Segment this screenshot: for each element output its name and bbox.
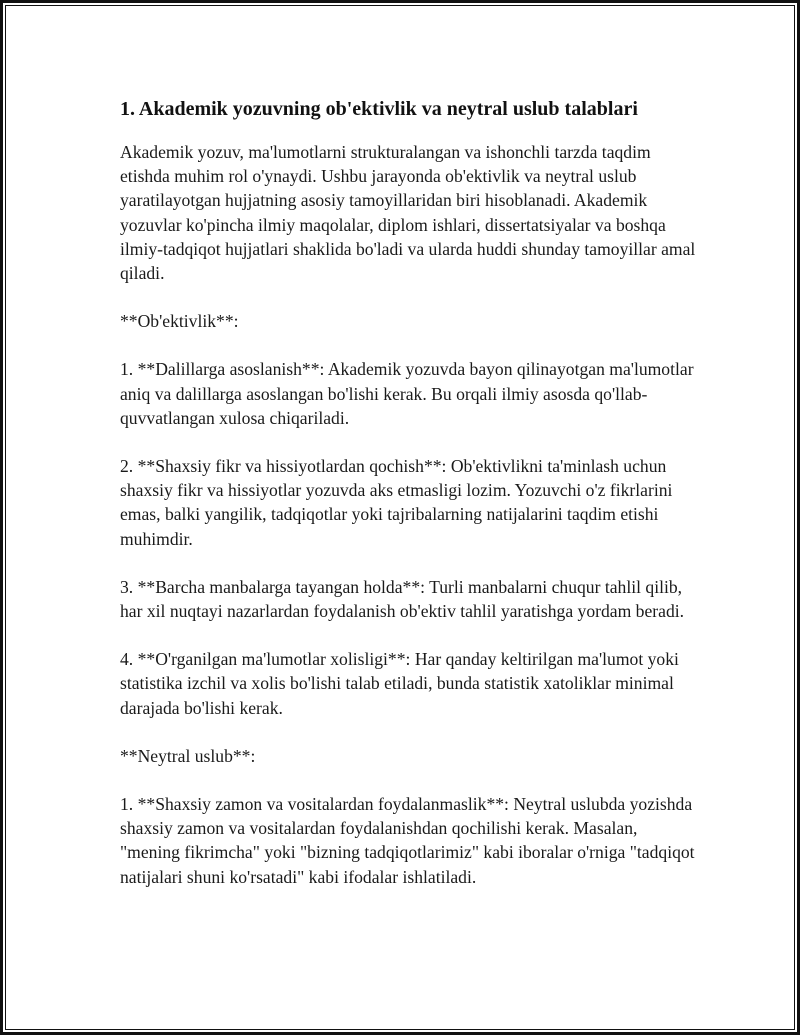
objectivity-point-4: 4. **O'rganilgan ma'lumotlar xolisligi**: Har qanday keltirilgan ma'lumot yoki statistika izchil va xolis bo'lishi talab etiladi, bunda statistik xatoliklar minimal darajada bo'lishi kerak. xyxy=(120,649,679,718)
document-body xyxy=(120,95,700,913)
objectivity-label: **Ob'ektivlik**: xyxy=(120,311,239,332)
objectivity-point-3: 3. **Barcha manbalarga tayangan holda**: Turli manbalarni chuqur tahlil qilib, har xil nuqtayi nazarlardan foydalanish ob'ektiv tahlil yaratishga yordam beradi. xyxy=(120,576,685,622)
neutral-style-label: **Neytral uslub**: xyxy=(120,745,256,766)
objectivity-point-2: 2. **Shaxsiy fikr va hissiyotlardan qochish**: Ob'ektivlikni ta'minlash uchun shaxsiy fikr va hissiyotlar yozuvda aks etmasligi lozim. Yozuvchi o'z fikrlarini emas, balki yangilik, tadqiqotlar yoki tajribalarning natijalarini taqdim etishi muhimdir. xyxy=(120,456,673,549)
neutral-point-1: 1. **Shaxsiy zamon va vositalardan foydalanmaslik**: Neytral uslubda yozishda shaxsiy zamon va vositalardan foydalanishdan qochilishi kerak. Masalan, "mening fikrimcha" yoki "bizning tadqiqotlarimiz" kabi iboralar o'rniga "tadqiqot natijalari shuni ko'rsatadi" kabi ifodalar ishlatiladi. xyxy=(120,794,695,887)
intro-paragraph: Akademik yozuv, ma'lumotlarni strukturalangan va ishonchli tarzda taqdim etishda muhim rol o'ynaydi. Ushbu jarayonda ob'ektivlik va neytral uslub yaratilayotgan hujjatning asosiy tamoyillaridan biri hisoblanadi. Akademik yozuvlar ko'pincha ilmiy maqolalar, diplom ishlari, dissertatsiyalar va boshqa ilmiy-tadqiqot hujjatlari shaklida bo'ladi va ularda huddi shunday tamoyillar amal qiladi. xyxy=(120,142,696,284)
objectivity-point-1: 1. **Dalillarga asoslanish**: Akademik yozuvda bayon qilinayotgan ma'lumotlar aniq va dalillarga asoslangan bo'lishi kerak. Bu orqali ilmiy asosda qo'llab-quvvatlangan xulosa chiqariladi. xyxy=(120,359,694,428)
section-heading: 1. Akademik yozuvning ob'ektivlik va neytral uslub talablari xyxy=(120,98,638,120)
